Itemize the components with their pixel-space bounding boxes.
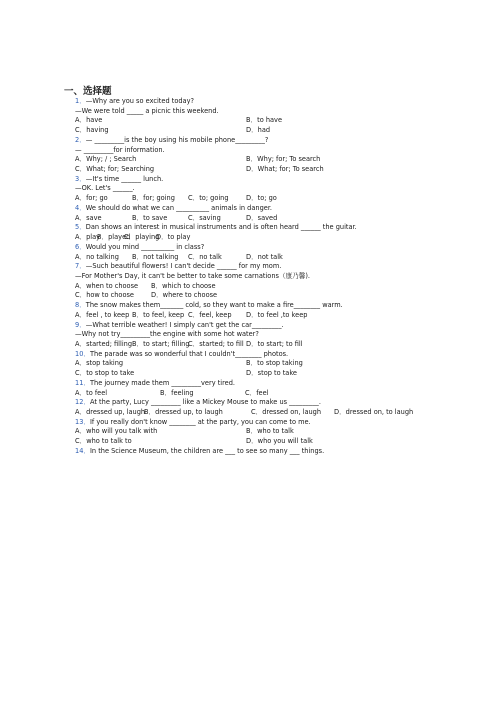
answer-option: D．where to choose: [151, 291, 218, 300]
question-text: We should do what we can __________ animals in danger.: [85, 203, 273, 212]
answer-option: A．stop taking: [75, 359, 124, 368]
answer-option: D．stop to take: [246, 369, 297, 378]
question-text: If you really don't know ________ at the party, you can come to me.: [89, 417, 311, 426]
answer-option: B．dressed up, to laugh: [144, 408, 223, 417]
question-number: 4．: [75, 203, 86, 212]
answer-option: C．started; to fill: [188, 340, 244, 348]
question-line: [75, 350, 288, 359]
answer-option: A．when to choose: [75, 281, 139, 290]
question-text: —Why are you so excited today?: [85, 97, 194, 105]
answer-option: A．no talking: [75, 252, 119, 261]
answer-option: C．who to talk to: [75, 437, 132, 446]
answer-option: C．saving: [188, 213, 221, 222]
answer-option: A．save: [75, 213, 102, 222]
question-number: 11．: [75, 378, 90, 387]
question-line: [75, 175, 163, 184]
answer-option: C．to stop to take: [75, 369, 135, 378]
answer-option: B．Why; for; To search: [246, 155, 321, 164]
answer-option: A．feel , to keep: [75, 310, 130, 319]
question-text: —What terrible weather! I simply can't get the car_________.: [85, 320, 284, 329]
answer-option: D．to; go: [246, 194, 277, 203]
question-text: —Why not try_________the engine with some hot water?: [75, 330, 259, 339]
question-line: [75, 184, 135, 193]
question-line: [75, 223, 357, 232]
question-line: [75, 107, 219, 116]
question-line: [75, 97, 194, 106]
question-text: The snow makes them_______ cold, so they want to make a fire________ warm.: [85, 301, 343, 310]
question-number: 5．: [75, 223, 86, 232]
answer-option: D．to play: [156, 233, 191, 242]
answer-option: B．to stop taking: [246, 359, 303, 368]
section-title: 一、选择题: [64, 86, 112, 97]
question-number: 1．: [75, 97, 86, 105]
answer-option: A．who will you talk with: [75, 427, 158, 436]
answer-option: C．how to choose: [75, 291, 134, 300]
question-line: [75, 330, 259, 339]
answer-option: D．dressed on, to laugh: [334, 408, 414, 417]
answer-option: B．for; going: [132, 194, 175, 203]
answer-option: B．feeling: [160, 388, 194, 397]
question-text: Would you mind __________ in class?: [85, 242, 205, 251]
question-text: In the Science Museum, the children are ___ to see so many ___ things.: [89, 446, 325, 455]
question-text: —It's time ______ lunch.: [85, 174, 164, 183]
answer-option: C．dressed on, laugh: [251, 408, 322, 417]
question-line: [75, 398, 321, 407]
answer-option: A．dressed up, laugh: [75, 408, 146, 417]
question-line: [75, 262, 281, 271]
answer-option: A．started; filling: [75, 340, 133, 348]
question-number: 10．: [75, 349, 90, 358]
question-text: The parade was so wonderful that I couldn't________ photos.: [89, 349, 289, 358]
answer-option: B．not talking: [132, 252, 179, 261]
answer-option: D．to feel ,to keep: [246, 310, 308, 319]
question-text: — _________for information.: [75, 145, 165, 154]
question-number: 13．: [75, 417, 90, 426]
question-number: 3．: [75, 174, 86, 183]
answer-option: B．to start; filling: [132, 340, 190, 348]
answer-option: D．saved: [246, 213, 278, 222]
question-line: [75, 136, 268, 145]
question-line: [75, 272, 310, 281]
question-number: 9．: [75, 320, 86, 329]
question-number: 7．: [75, 262, 86, 271]
answer-option: B．to have: [246, 116, 283, 125]
question-number: 14．: [75, 446, 90, 455]
answer-option: A．play: [75, 233, 101, 242]
question-line: [75, 243, 204, 252]
question-text: At the party, Lucy _________ like a Mickey Mouse to make us _________.: [89, 398, 321, 407]
answer-option: D．What; for; To search: [246, 165, 324, 174]
answer-option: B．to save: [132, 213, 168, 222]
answer-option: C．feel: [245, 388, 269, 397]
question-text: The journey made them _________very tired.: [89, 378, 236, 387]
question-number: 6．: [75, 242, 86, 251]
answer-option: D．not talk: [246, 252, 283, 261]
answer-option: C．What; for; Searching: [75, 165, 155, 174]
question-number: 8．: [75, 301, 86, 310]
answer-option: C．playing: [124, 233, 160, 242]
question-number: 2．: [75, 135, 86, 144]
answer-option: D．to start; to fill: [246, 340, 303, 348]
question-line: [75, 447, 324, 456]
answer-option: A．to feel: [75, 388, 108, 397]
question-line: [75, 379, 235, 388]
question-line: [75, 204, 272, 213]
question-number: 12．: [75, 398, 90, 407]
question-text: —We were told _____ a picnic this weekend.: [75, 106, 219, 115]
answer-option: B．which to choose: [151, 281, 216, 290]
answer-option: D．who you will talk: [246, 437, 313, 446]
question-text: — _________is the boy using his mobile phone_________?: [85, 135, 269, 144]
answer-option: C．to; going: [188, 194, 229, 203]
answer-option: B．who to talk: [246, 427, 294, 436]
answer-option: A．have: [75, 116, 103, 125]
question-line: [75, 301, 343, 310]
question-text: —For Mother's Day, it can't be better to take some carnations（康乃馨).: [75, 271, 310, 280]
answer-option: C．feel, keep: [188, 310, 232, 319]
answer-option: D．had: [246, 126, 271, 135]
question-text: —OK. Let's ______.: [75, 184, 135, 193]
question-line: [75, 321, 284, 330]
question-text: —Such beautiful flowers! I can't decide ______ for my mom.: [85, 262, 282, 271]
answer-option: B．played: [97, 233, 131, 242]
question-line: [75, 146, 165, 155]
answer-option: A．Why; / ; Search: [75, 155, 137, 164]
question-line: [75, 418, 311, 427]
answer-option: C．having: [75, 126, 109, 135]
answer-option: B．to feel, keep: [132, 310, 185, 319]
question-text: Dan shows an interest in musical instruments and is often heard ______ the guitar.: [85, 223, 357, 232]
answer-option: C．no talk: [188, 252, 222, 261]
answer-option: A．for; go: [75, 194, 108, 203]
